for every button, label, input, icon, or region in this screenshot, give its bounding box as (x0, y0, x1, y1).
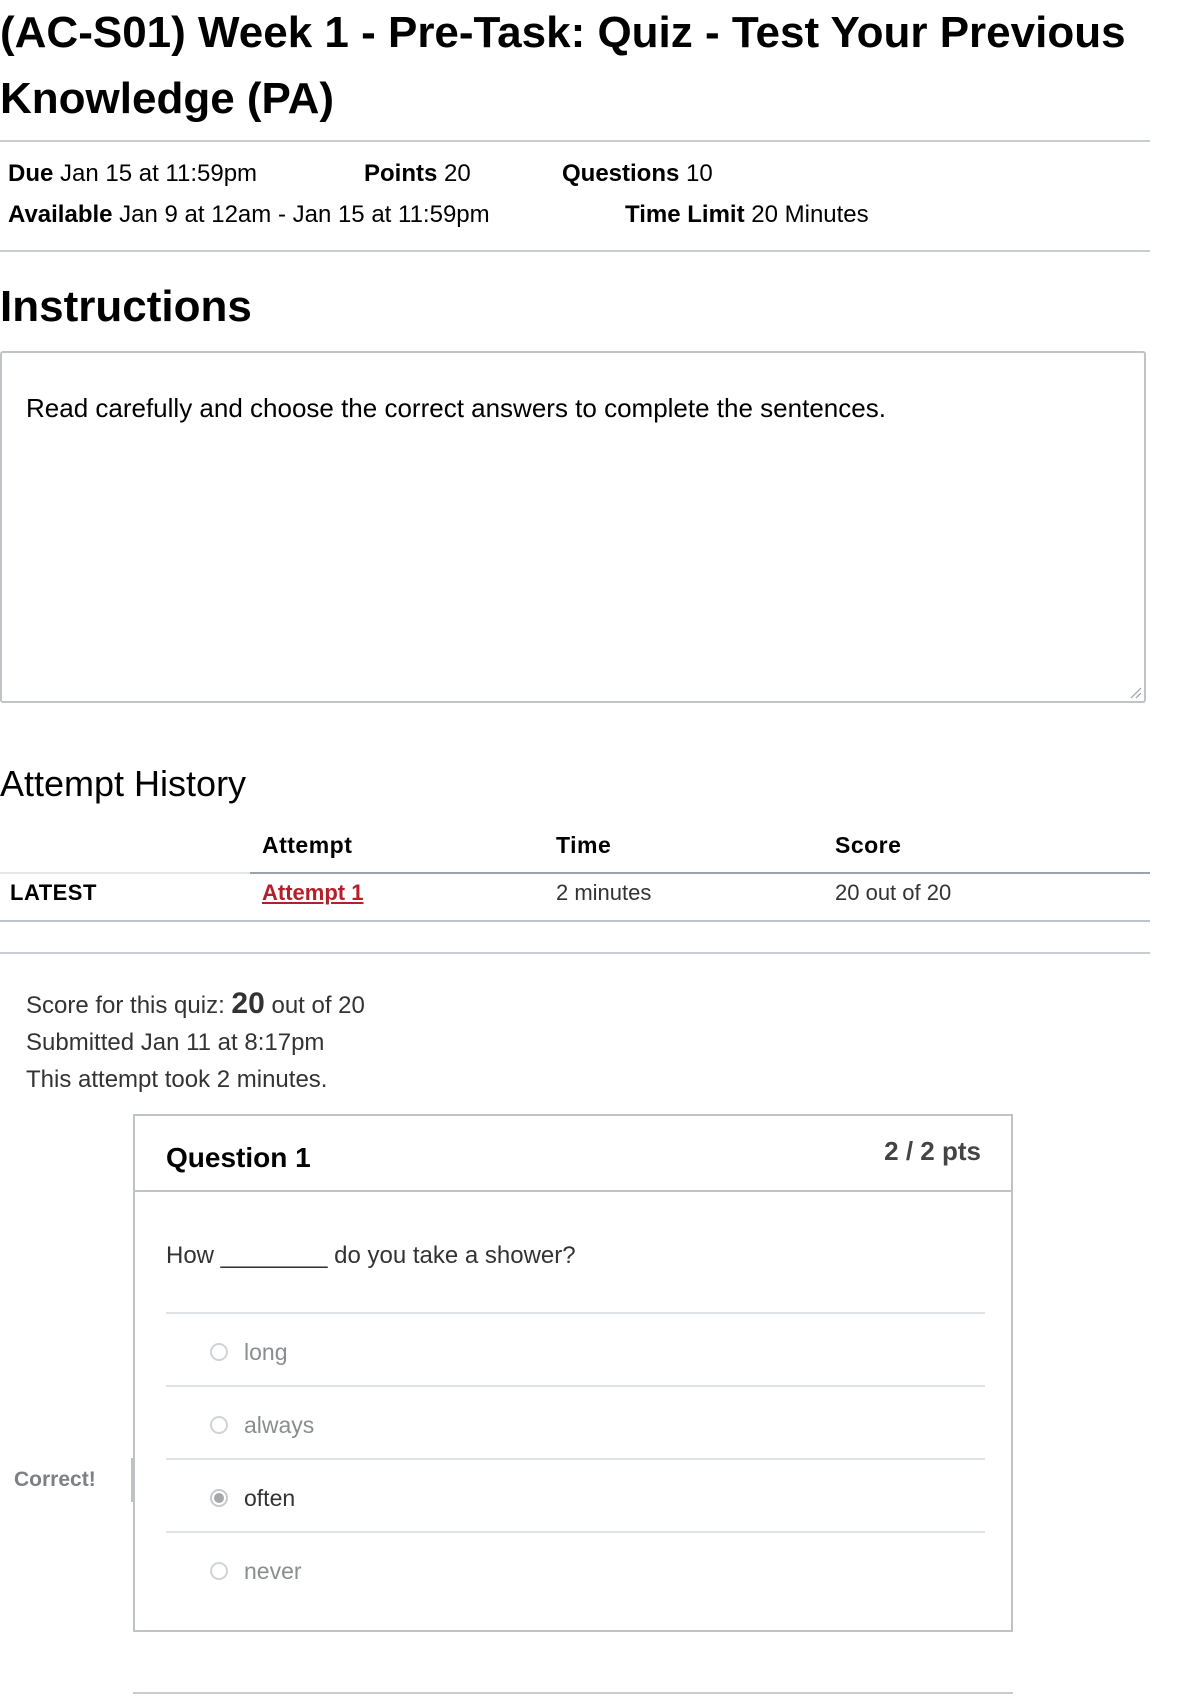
divider (133, 1692, 1013, 1694)
answer-divider (166, 1385, 985, 1387)
answer-label: often (244, 1485, 296, 1511)
radio-button[interactable] (210, 1416, 228, 1434)
attempt-time: 2 minutes (556, 880, 652, 905)
quiz-score: Score for this quiz: 20 out of 20 (26, 987, 365, 1020)
time-limit: Time Limit 20 Minutes (625, 201, 869, 228)
submitted-at: Submitted Jan 11 at 8:17pm (26, 1029, 325, 1056)
quiz-title: (AC-S01) Week 1 - Pre-Task: Quiz - Test Your Previous Knowledge (PA) (0, 8, 1126, 123)
radio-button-selected[interactable] (210, 1489, 228, 1507)
instructions-heading: Instructions (0, 282, 252, 331)
column-header-time: Time (556, 832, 612, 858)
answer-label: long (244, 1339, 288, 1365)
question-title: Question 1 (166, 1142, 311, 1173)
column-header-score: Score (835, 832, 902, 858)
divider (0, 140, 1150, 142)
attempt-history-heading: Attempt History (0, 763, 247, 804)
availability: Available Jan 9 at 12am - Jan 15 at 11:59pm (8, 201, 490, 228)
radio-button[interactable] (210, 1343, 228, 1361)
points: Points 20 (364, 160, 471, 187)
attempt-duration: This attempt took 2 minutes. (26, 1066, 328, 1093)
divider (0, 952, 1150, 954)
question-text: How ________ do you take a shower? (166, 1242, 576, 1269)
divider (0, 250, 1150, 252)
attempt-score: 20 out of 20 (835, 880, 952, 905)
question-card (133, 1114, 1013, 1632)
question-points: 2 / 2 pts (884, 1136, 981, 1166)
due-date: Due Jan 15 at 11:59pm (8, 160, 258, 187)
column-header-attempt: Attempt (262, 832, 353, 858)
table-bottom-border (0, 920, 1150, 922)
table-header-underline (0, 872, 250, 874)
answer-divider (166, 1458, 985, 1460)
instructions-box (0, 351, 1146, 703)
instructions-text: Read carefully and choose the correct answers to complete the sentences. (26, 393, 886, 423)
resize-grip-icon[interactable] (1128, 685, 1142, 699)
question-header (135, 1116, 1011, 1192)
correct-flag: Correct! (14, 1468, 96, 1491)
radio-button[interactable] (210, 1562, 228, 1580)
attempt-link[interactable]: Attempt 1 (262, 880, 364, 905)
answer-divider (166, 1312, 985, 1314)
answer-label: never (244, 1558, 302, 1584)
answer-label: always (244, 1412, 315, 1438)
question-count: Questions 10 (562, 160, 713, 187)
answer-divider (166, 1531, 985, 1533)
table-header-underline (250, 872, 1150, 874)
latest-badge: LATEST (10, 880, 97, 905)
